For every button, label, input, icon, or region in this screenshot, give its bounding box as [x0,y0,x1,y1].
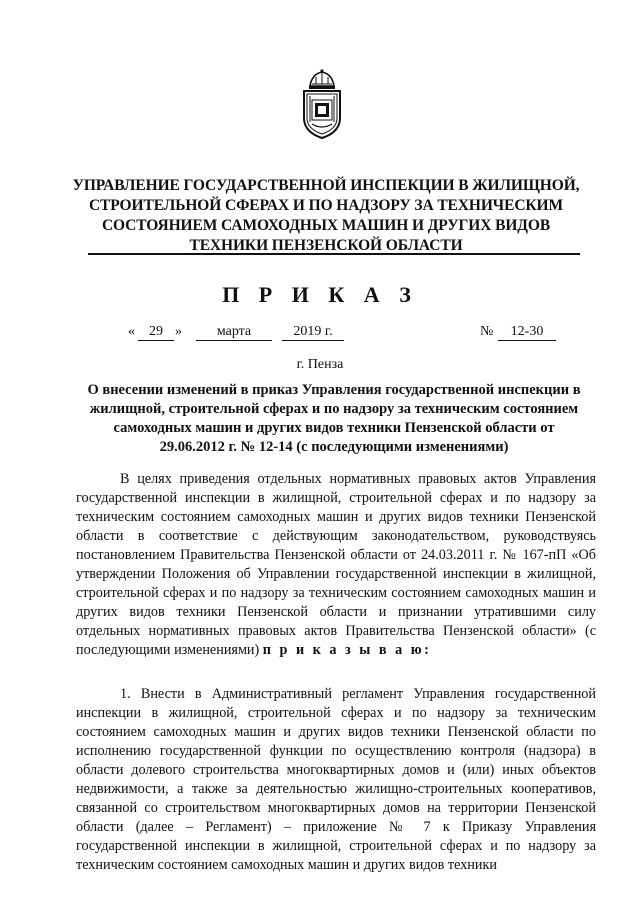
subject-line: О внесении изменений в приказ Управления государственной инспекции в [87,382,581,398]
document-number: 12-30 [498,324,556,341]
agency-name-line: СТРОИТЕЛЬНОЙ СФЕРАХ И ПО НАДЗОРУ ЗА ТЕХНИЧЕСКИМ [88,197,564,214]
city: г. Пенза [296,357,344,372]
preamble-paragraph [76,470,596,660]
order-word: п р и к а з ы в а ю: [262,642,432,658]
date-year: 2019 г. [282,324,344,341]
subject-line: 29.06.2012 г. № 12-14 (с последующими изменениями) [159,439,509,455]
document-subject [72,381,596,457]
date-quote-close: » [175,324,182,339]
number-label: № [480,324,494,339]
agency-name-line: СОСТОЯНИЕМ САМОХОДНЫХ МАШИН И ДРУГИХ ВИДОВ [101,217,551,234]
date-day: 29 [138,324,174,341]
date-month: марта [196,324,272,341]
clause-1-text: 1. Внести в Административный регламент Управления государственной инспекции в жилищной, строительной сферах и по надзору за техническим состоянием самоходных машин и других видов техники Пензенской области по исполнению государственной функции по осуществлению контроля (надзора) в области долевого строительства многоквартирных домов и (или) иных объектов недвижимости, а также за деятельностью жилищно-строительных кооперативов, связанной со строительством многоквартирных домов на территории Пензенской области (далее – Регламент) – приложение № 7 к Приказу Управления государственной инспекции в жилищной, строительной сферах и по надзору за техническим состоянием самоходных машин и других видов техники [76,686,596,873]
document-type-title: П Р И К А З [222,282,418,307]
header-divider [88,253,580,255]
agency-name [72,176,580,256]
date-number-row [0,324,640,344]
subject-line: самоходных машин и других видов техники Пензенской области от [113,420,555,436]
date-quote-open: « [128,324,135,339]
preamble-text: В целях приведения отдельных нормативных правовых актов Управления государственной инспекции в жилищной, строительной сферах и по надзору за техническим состоянием самоходных машин и других видов техники Пензенской области в соответствие с действующим законодательством, руководствуясь постановлением Правительства Пензенской области от 24.03.2011 г. № 167-пП «Об утверждении Положения об Управлении государственной инспекции в жилищной, строительной сферах и по надзору за техническим состоянием самоходных машин и других видов техники Пензенской области и признании утратившими силу отдельных нормативных правовых актов Правительства Пензенской области» (с последующими изменениями) [76,471,596,658]
clause-1-paragraph [76,685,596,875]
subject-line: жилищной, строительной сферах и по надзору за техническим состоянием [89,401,579,417]
agency-name-line: ТЕХНИКИ ПЕНЗЕНСКОЙ ОБЛАСТИ [189,237,463,254]
coat-of-arms-icon [298,68,346,140]
agency-name-line: УПРАВЛЕНИЕ ГОСУДАРСТВЕННОЙ ИНСПЕКЦИИ В ЖИЛИЩНОЙ, [72,177,580,194]
